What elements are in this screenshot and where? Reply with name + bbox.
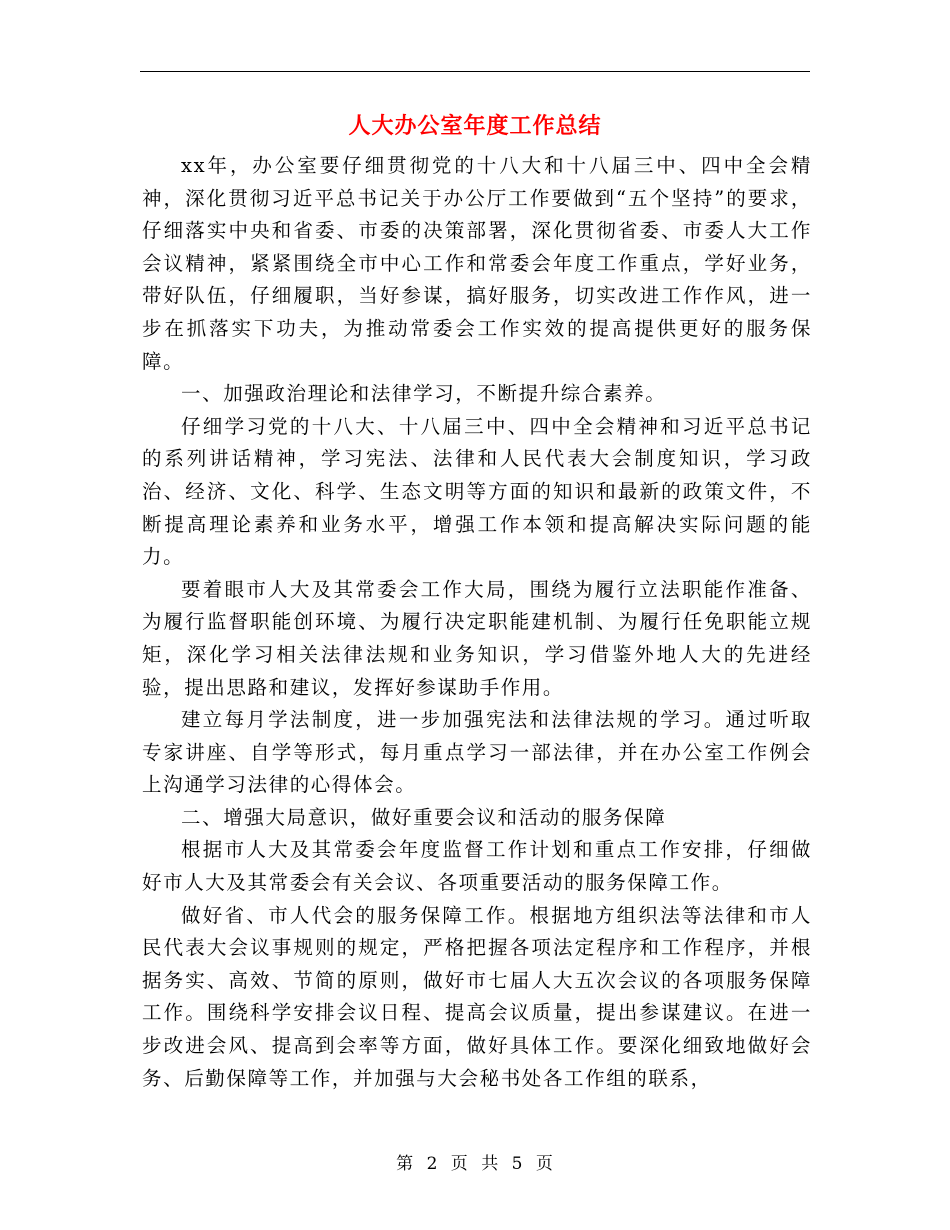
paragraph: 建立每月学法制度，进一步加强宪法和法律法规的学习。通过听取专家讲座、自学等形式，每月重点学习一部法律，并在办公室工作例会上沟通学习法律的心得体会。 [142, 708, 812, 797]
footer-suffix: 页 [535, 1154, 554, 1174]
paragraph: 做好省、市人代会的服务保障工作。根据地方组织法等法律和市人民代表大会议事规则的规定，严格把握各项法定程序和工作程序，并根据务实、高效、节简的原则，做好市七届人大五次会议的各项服务保障工作。围绕科学安排会议日程、提高会议质量，提出参谋建议。在进一步改进会风、提高到会率等方面，做好具体工作。要深化细致地做好会务、后勤保障等工作，并加强与大会秘书处各工作组的联系， [142, 903, 812, 1090]
page-number: 2 [426, 1154, 439, 1174]
footer-prefix: 第 [396, 1154, 415, 1174]
document-title: 人大办公室年度工作总结 [348, 113, 602, 139]
footer-total-word: 共 [481, 1154, 500, 1174]
footer-page-word: 页 [450, 1154, 469, 1174]
section-heading-2: 二、增强大局意识，做好重要会议和活动的服务保障 [181, 805, 667, 829]
paragraph-intro: xx年，办公室要仔细贯彻党的十八大和十八届三中、四中全会精神，深化贯彻习近平总书记关于办公厅工作要做到“五个坚持”的要求，仔细落实中央和省委、市委的决策部署，深化贯彻省委、市委人大工作会议精神，紧紧围绕全市中心工作和常委会年度工作重点，学好业务，带好队伍，仔细履职，当好参谋，搞好服务，切实改进工作作风，进一步在抓落实下功夫，为推动常委会工作实效的提高提供更好的服务保障。 [142, 154, 812, 373]
document-body [142, 150, 812, 1095]
page-total: 5 [511, 1154, 524, 1174]
header-rule [140, 71, 810, 72]
section-heading-1: 一、加强政治理论和法律学习，不断提升综合素养。 [181, 382, 667, 406]
paragraph: 仔细学习党的十八大、十八届三中、四中全会精神和习近平总书记的系列讲话精神，学习宪法、法律和人民代表大会制度知识，学习政治、经济、文化、科学、生态文明等方面的知识和最新的政策文件，不断提高理论素养和业务水平，增强工作本领和提高解决实际问题的能力。 [142, 414, 812, 569]
paragraph: 根据市人大及其常委会年度监督工作计划和重点工作安排，仔细做好市人大及其常委会有关会议、各项重要活动的服务保障工作。 [142, 838, 812, 895]
page-footer [0, 1152, 950, 1176]
paragraph: 要着眼市人大及其常委会工作大局，围绕为履行立法职能作准备、为履行监督职能创环境、为履行决定职能建机制、为履行任免职能立规矩，深化学习相关法律法规和业务知识，学习借鉴外地人大的先进经验，提出思路和建议，发挥好参谋助手作用。 [142, 577, 812, 699]
